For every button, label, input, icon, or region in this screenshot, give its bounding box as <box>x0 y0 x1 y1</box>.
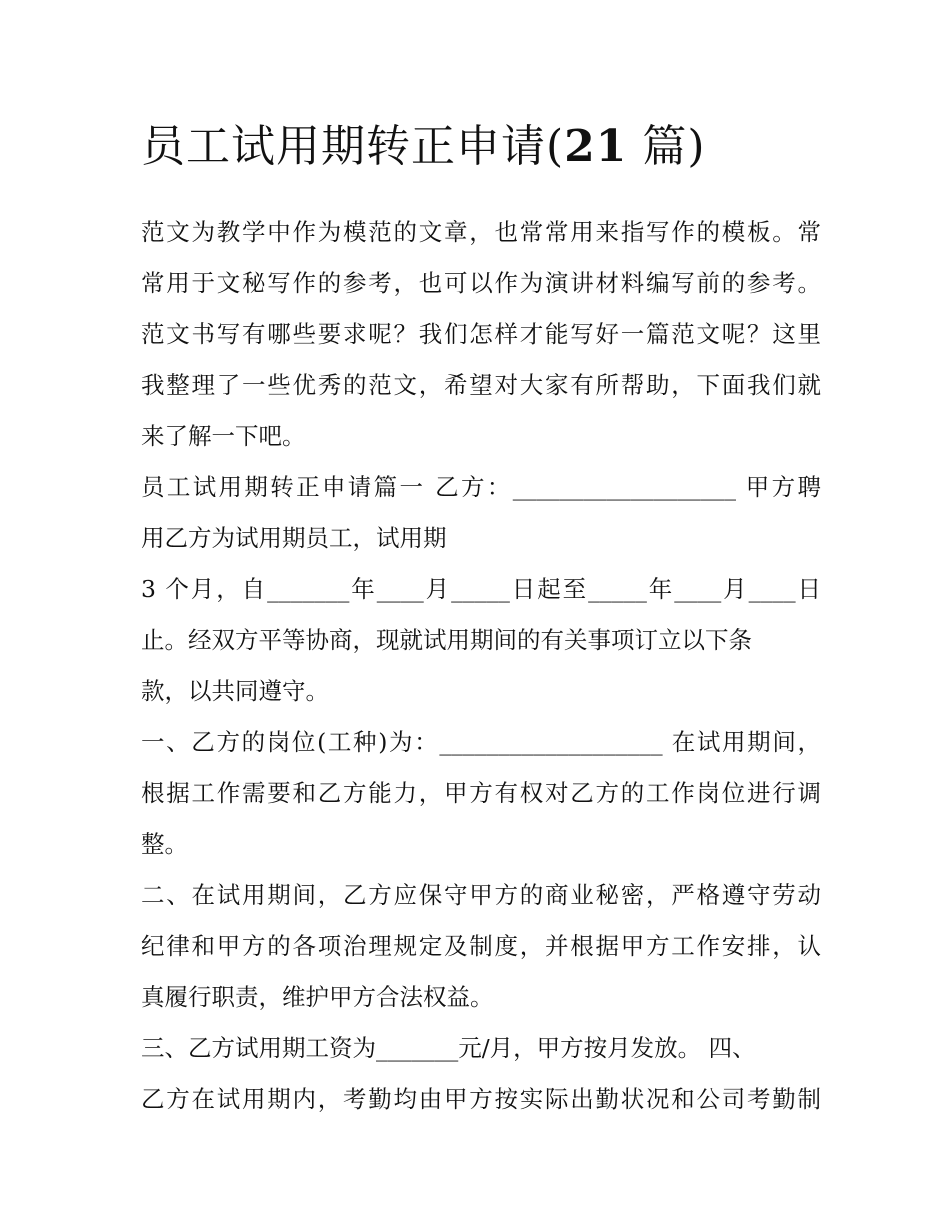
document-content <box>141 113 821 1125</box>
clause-1-line-3: 整。 <box>141 830 188 858</box>
clause-1-line-2: 根据工作需要和乙方能力，甲方有权对乙方的工作岗位进行调 <box>141 779 821 807</box>
clause-1-line-1: 一、乙方的岗位(工种)为：___________________ 在试用期间， <box>141 728 821 756</box>
section-one-line-2: 用乙方为试用期员工，试用期 <box>141 524 447 552</box>
clause-4-line-1: 乙方在试用期内，考勤均由甲方按实际出勤状况和公司考勤制 <box>141 1085 821 1113</box>
title-text: 员工试用期转正申请( <box>141 121 565 172</box>
document-body <box>141 207 821 1125</box>
agreement-line-2: 款，以共同遵守。 <box>141 677 329 705</box>
clause-2-line-2: 纪律和甲方的各项治理规定及制度，并根据甲方工作安排，认 <box>141 932 821 960</box>
title-suffix: 篇) <box>627 121 706 172</box>
agreement-line-1: 止。经双方平等协商，现就试用期间的有关事项订立以下条 <box>141 626 752 654</box>
intro-line-1: 范文为教学中作为模范的文章，也常常用来指写作的模板。常 <box>141 218 821 246</box>
clause-2-line-3: 真履行职责，维护甲方合法权益。 <box>141 983 494 1011</box>
title-count: 21 <box>564 121 628 172</box>
section-one-line-1: 员工试用期转正申请篇一 乙方：___________________ 甲方聘 <box>141 473 821 501</box>
clause-2-line-1: 二、在试用期间，乙方应保守甲方的商业秘密，严格遵守劳动 <box>141 881 821 909</box>
intro-line-2: 常用于文秘写作的参考，也可以作为演讲材料编写前的参考。 <box>141 269 821 297</box>
clause-3-line-1: 三、乙方试用期工资为_______元/月，甲方按月发放。 四、 <box>141 1034 756 1062</box>
intro-line-3: 范文书写有哪些要求呢？我们怎样才能写好一篇范文呢？这里 <box>141 320 821 348</box>
trial-period-line: 3 个月，自_______年____月_____日起至_____年____月____日 <box>141 575 821 603</box>
document-title <box>141 113 821 181</box>
intro-line-4: 我整理了一些优秀的范文，希望对大家有所帮助，下面我们就 <box>141 371 821 399</box>
intro-line-5: 来了解一下吧。 <box>141 422 306 450</box>
